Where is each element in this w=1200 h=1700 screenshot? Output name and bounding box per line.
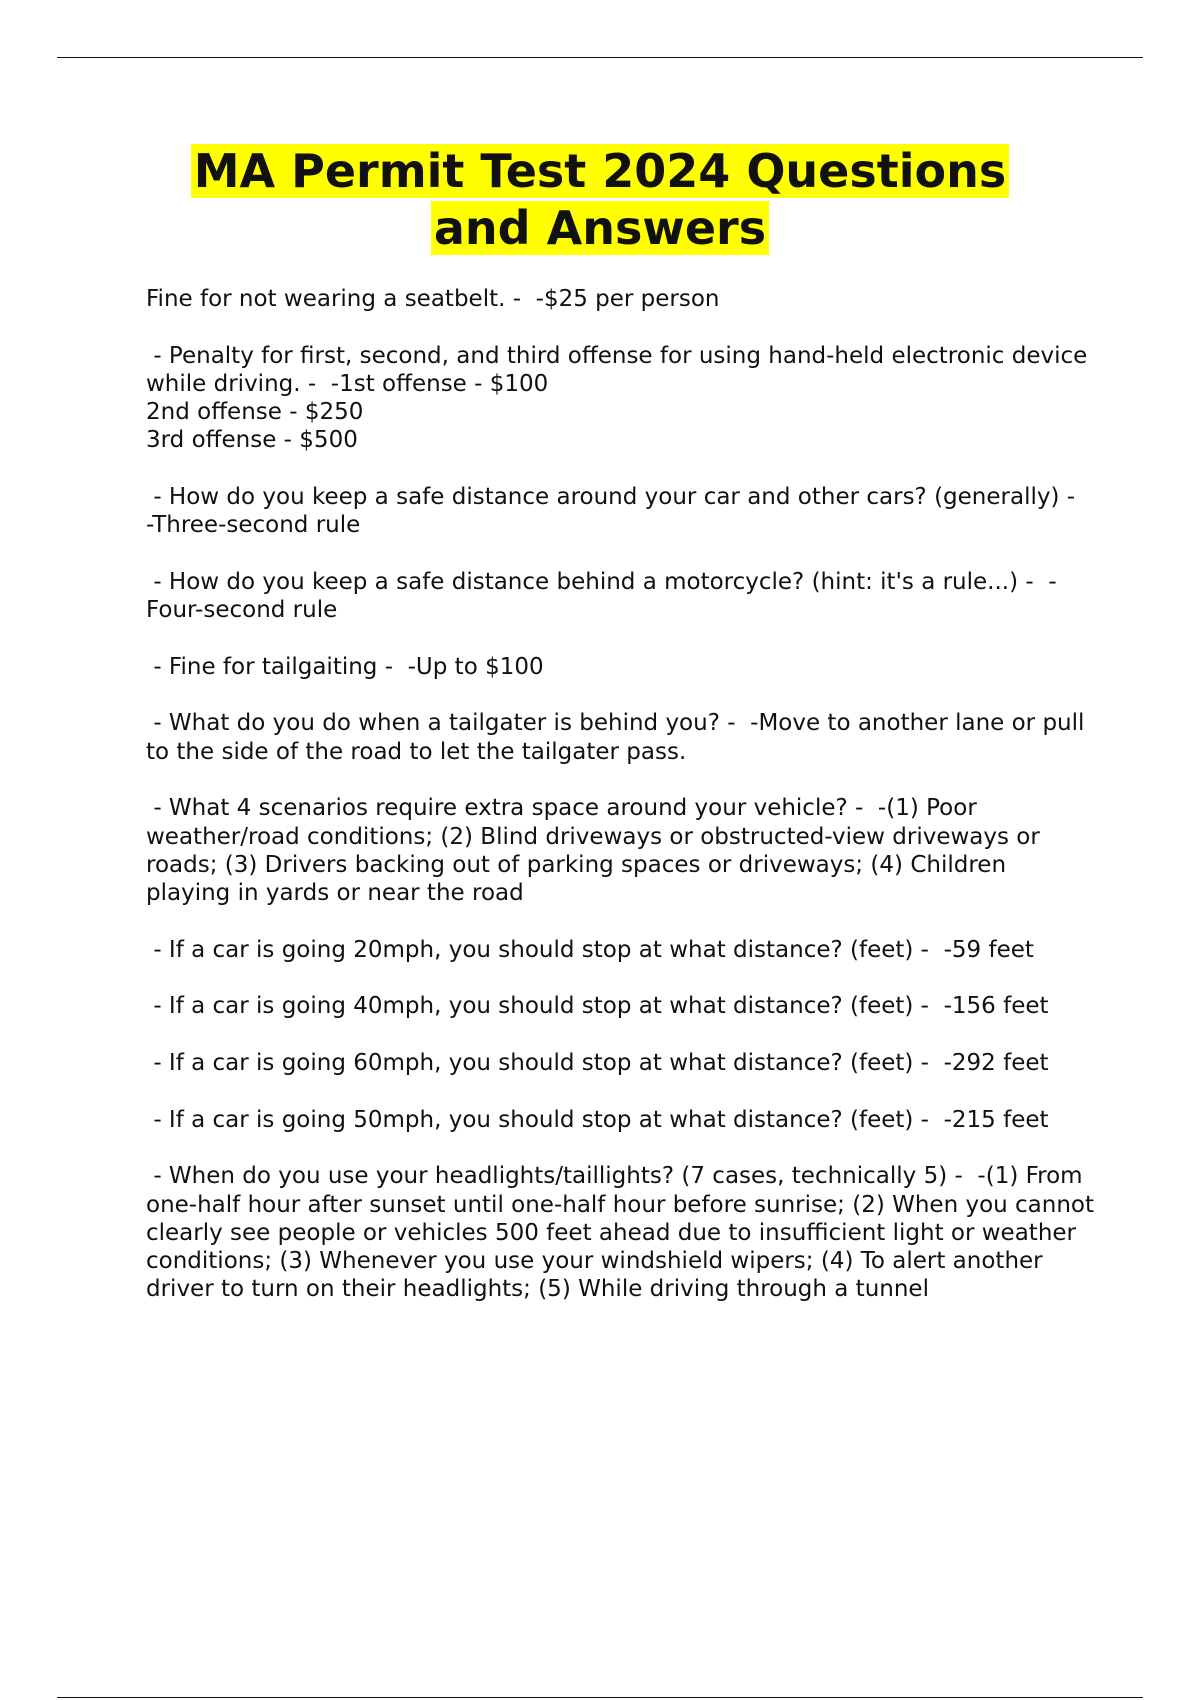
title-line-2: and Answers — [431, 201, 769, 255]
qa-item-stop-40mph: - If a car is going 40mph, you should stop at what distance? (feet) - -156 feet — [146, 993, 1049, 1020]
qa-list — [146, 285, 1102, 1332]
qa-item-safe-distance-cars: - How do you keep a safe distance around your car and other cars? (generally) - -Three-second rule — [146, 484, 1090, 539]
bottom-rule — [57, 1697, 1143, 1698]
page-title — [57, 143, 1143, 257]
qa-item-stop-60mph: - If a car is going 60mph, you should stop at what distance? (feet) - -292 feet — [146, 1050, 1049, 1077]
title-block — [57, 143, 1143, 257]
qa-item-handheld-penalty: - Penalty for first, second, and third offense for using hand-held electronic device while driving. - -1st offense - $100 2nd offense - $250 3rd offense - $500 — [146, 342, 1088, 454]
qa-item-seatbelt-fine: Fine for not wearing a seatbelt. - -$25 per person — [146, 286, 720, 312]
qa-item-tailgating-fine: - Fine for tailgaiting - -Up to $100 — [146, 653, 544, 680]
qa-item-tailgater-behind: - What do you do when a tailgater is behind you? - -Move to another lane or pull to the side of the road to let the tailgater pass. — [146, 710, 1092, 765]
qa-item-stop-20mph: - If a car is going 20mph, you should stop at what distance? (feet) - -59 feet — [146, 936, 1034, 963]
qa-item-stop-50mph: - If a car is going 50mph, you should stop at what distance? (feet) - -215 feet — [146, 1106, 1049, 1133]
qa-item-headlights: - When do you use your headlights/taillights? (7 cases, technically 5) - -(1) From one-half hour after sunset until one-half hour before sunrise; (2) When you cannot clearly see people or vehicles 500 feet ahead due to insufficient light or weather conditions; (3) Whenever you use your windshield wipers; (4) To alert another driver to turn on their headlights; (5) While driving through a tunnel — [146, 1163, 1102, 1303]
top-rule — [57, 57, 1143, 58]
qa-item-extra-space-scenarios: - What 4 scenarios require extra space around your vehicle? - -(1) Poor weather/road conditions; (2) Blind driveways or obstructed-view driveways or roads; (3) Drivers backing out of parking spaces or driveways; (4) Children playing in yards or near the road — [146, 795, 1048, 907]
qa-item-safe-distance-motorcycle: - How do you keep a safe distance behind a motorcycle? (hint: it's a rule...) - -Four-second rule — [146, 568, 1057, 624]
title-line-1: MA Permit Test 2024 Questions — [191, 144, 1010, 198]
